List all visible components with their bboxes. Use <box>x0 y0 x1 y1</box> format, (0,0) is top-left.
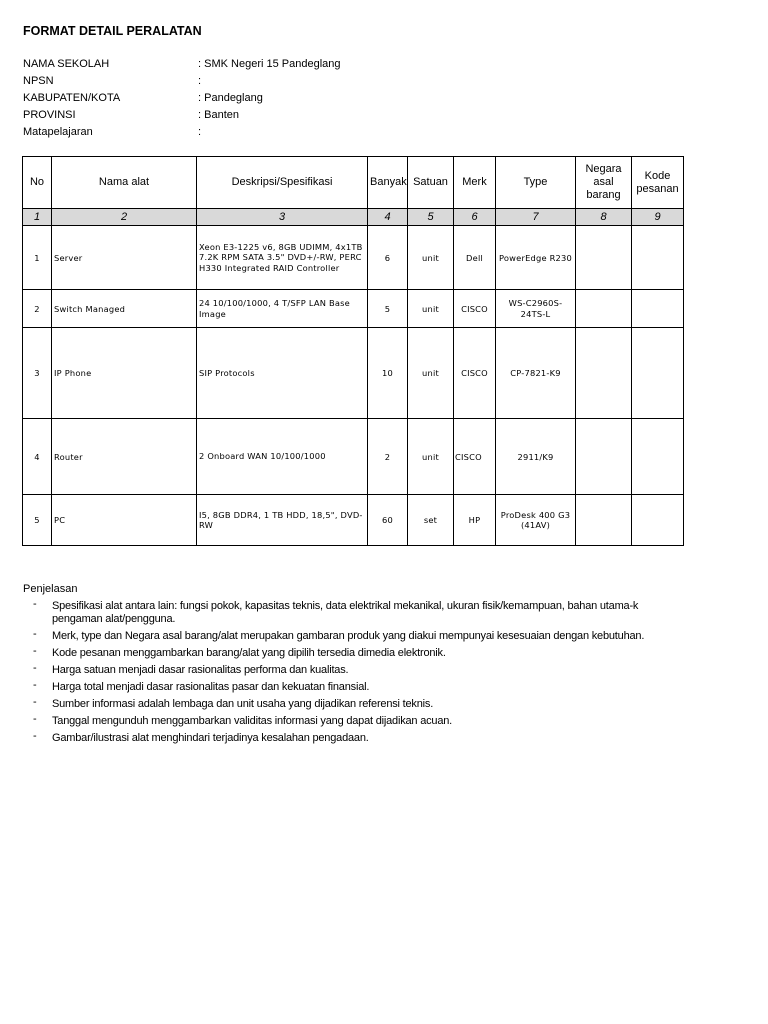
cell-nama: IP Phone <box>52 328 197 419</box>
info-label: Matapelajaran <box>23 126 93 138</box>
cell-kode <box>632 419 684 495</box>
info-value: : Banten <box>198 108 239 122</box>
cell-nama: PC <box>52 495 197 546</box>
cell-type: 2911/K9 <box>496 419 576 495</box>
note-text: Harga total menjadi dasar rasionalitas pasar dan kekuatan finansial. <box>52 681 370 693</box>
bullet-dash: - <box>33 681 37 691</box>
bullet-dash: - <box>33 600 37 610</box>
cell-deskripsi: I5, 8GB DDR4, 1 TB HDD, 18,5", DVD-RW <box>197 495 368 546</box>
note-text: Gambar/ilustrasi alat menghindari terjadinya kesalahan pengadaan. <box>52 732 369 744</box>
column-number: 8 <box>576 209 632 226</box>
note-text: Sumber informasi adalah lembaga dan unit usaha yang dijadikan referensi teknis. <box>52 698 434 710</box>
info-value <box>198 74 201 88</box>
cell-no: 3 <box>23 328 52 419</box>
info-label: NPSN <box>23 75 54 87</box>
info-label: NAMA SEKOLAH <box>23 58 110 70</box>
cell-merk: CISCO <box>454 328 496 419</box>
header-merk: Merk <box>454 157 496 209</box>
cell-satuan: unit <box>408 226 454 290</box>
cell-kode <box>632 226 684 290</box>
penjelasan-list <box>33 600 768 749</box>
bullet-dash: - <box>33 630 37 640</box>
cell-deskripsi: 24 10/100/1000, 4 T/SFP LAN Base Image <box>197 290 368 328</box>
column-number: 2 <box>52 209 197 226</box>
note-text: Kode pesanan menggambarkan barang/alat yang dipilih tersedia dimedia elektronik. <box>52 647 446 659</box>
column-number: 1 <box>23 209 52 226</box>
cell-banyak: 6 <box>368 226 408 290</box>
cell-negara <box>576 328 632 419</box>
column-number: 6 <box>454 209 496 226</box>
column-number: 5 <box>408 209 454 226</box>
list-item <box>33 600 768 613</box>
cell-type: WS-C2960S-24TS-L <box>496 290 576 328</box>
cell-no: 2 <box>23 290 52 328</box>
table-row <box>23 328 684 419</box>
note-text: pengaman alat/pengguna. <box>52 613 176 625</box>
cell-banyak: 5 <box>368 290 408 328</box>
cell-negara <box>576 419 632 495</box>
cell-merk: CISCO <box>454 290 496 328</box>
cell-negara <box>576 290 632 328</box>
header-kode: Kode pesanan <box>632 157 684 209</box>
cell-nama: Server <box>52 226 197 290</box>
list-item <box>33 664 768 677</box>
cell-banyak: 2 <box>368 419 408 495</box>
header-deskripsi: Deskripsi/Spesifikasi <box>197 157 368 209</box>
list-item <box>33 732 768 745</box>
cell-satuan: unit <box>408 419 454 495</box>
info-label: PROVINSI <box>23 109 76 121</box>
list-item-continuation <box>33 613 768 626</box>
cell-negara <box>576 226 632 290</box>
bullet-dash: - <box>33 647 37 657</box>
info-value <box>198 125 201 139</box>
cell-no: 1 <box>23 226 52 290</box>
list-item <box>33 715 768 728</box>
cell-kode <box>632 290 684 328</box>
cell-deskripsi: 2 Onboard WAN 10/100/1000 <box>197 419 368 495</box>
header-nama-alat: Nama alat <box>52 157 197 209</box>
note-text: Spesifikasi alat antara lain: fungsi pokok, kapasitas teknis, data elektrikal mekanikal, ukuran fisik/kemampuan, bahan utama-k <box>52 600 639 612</box>
info-value: : Pandeglang <box>198 91 263 105</box>
info-value: : SMK Negeri 15 Pandeglang <box>198 57 341 71</box>
cell-kode <box>632 328 684 419</box>
page-title: FORMAT DETAIL PERALATAN <box>23 24 202 38</box>
bullet-dash: - <box>33 664 37 674</box>
table-row <box>23 290 684 328</box>
note-text: Merk, type dan Negara asal barang/alat merupakan gambaran produk yang diakui mempunyai kesesuaian dengan kebutuhan. <box>52 630 645 642</box>
column-number: 4 <box>368 209 408 226</box>
header-satuan: Satuan <box>408 157 454 209</box>
header-no: No <box>23 157 52 209</box>
info-label: KABUPATEN/KOTA <box>23 92 121 104</box>
cell-no: 5 <box>23 495 52 546</box>
list-item <box>33 698 768 711</box>
bullet-dash: - <box>33 698 37 708</box>
list-item <box>33 630 768 643</box>
column-number: 7 <box>496 209 576 226</box>
cell-nama: Switch Managed <box>52 290 197 328</box>
cell-satuan: unit <box>408 328 454 419</box>
cell-type: PowerEdge R230 <box>496 226 576 290</box>
cell-deskripsi: Xeon E3-1225 v6, 8GB UDIMM, 4x1TB 7.2K RPM SATA 3.5" DVD+/-RW, PERC H330 Integrated RAID Controller <box>197 226 368 290</box>
cell-banyak: 60 <box>368 495 408 546</box>
cell-type: ProDesk 400 G3 (41AV) <box>496 495 576 546</box>
header-type: Type <box>496 157 576 209</box>
table-header-row <box>23 157 684 209</box>
penjelasan-title: Penjelasan <box>23 583 78 595</box>
cell-merk: Dell <box>454 226 496 290</box>
cell-negara <box>576 495 632 546</box>
table-row <box>23 495 684 546</box>
header-banyak: Banyak <box>368 157 408 209</box>
note-text: Harga satuan menjadi dasar rasionalitas performa dan kualitas. <box>52 664 349 676</box>
cell-deskripsi: SIP Protocols <box>197 328 368 419</box>
bullet-dash: - <box>33 715 37 725</box>
table-row <box>23 419 684 495</box>
header-negara: Negara asal barang <box>576 157 632 209</box>
equipment-table <box>22 156 684 546</box>
cell-no: 4 <box>23 419 52 495</box>
cell-satuan: unit <box>408 290 454 328</box>
cell-merk: HP <box>454 495 496 546</box>
note-text: Tanggal mengunduh menggambarkan validitas informasi yang dapat dijadikan acuan. <box>52 715 453 727</box>
cell-merk: CISCO <box>454 419 496 495</box>
bullet-dash: - <box>33 732 37 742</box>
list-item <box>33 647 768 660</box>
cell-nama: Router <box>52 419 197 495</box>
column-number-row <box>23 209 684 226</box>
cell-satuan: set <box>408 495 454 546</box>
cell-type: CP-7821-K9 <box>496 328 576 419</box>
table-row <box>23 226 684 290</box>
column-number: 3 <box>197 209 368 226</box>
cell-banyak: 10 <box>368 328 408 419</box>
cell-kode <box>632 495 684 546</box>
column-number: 9 <box>632 209 684 226</box>
list-item <box>33 681 768 694</box>
